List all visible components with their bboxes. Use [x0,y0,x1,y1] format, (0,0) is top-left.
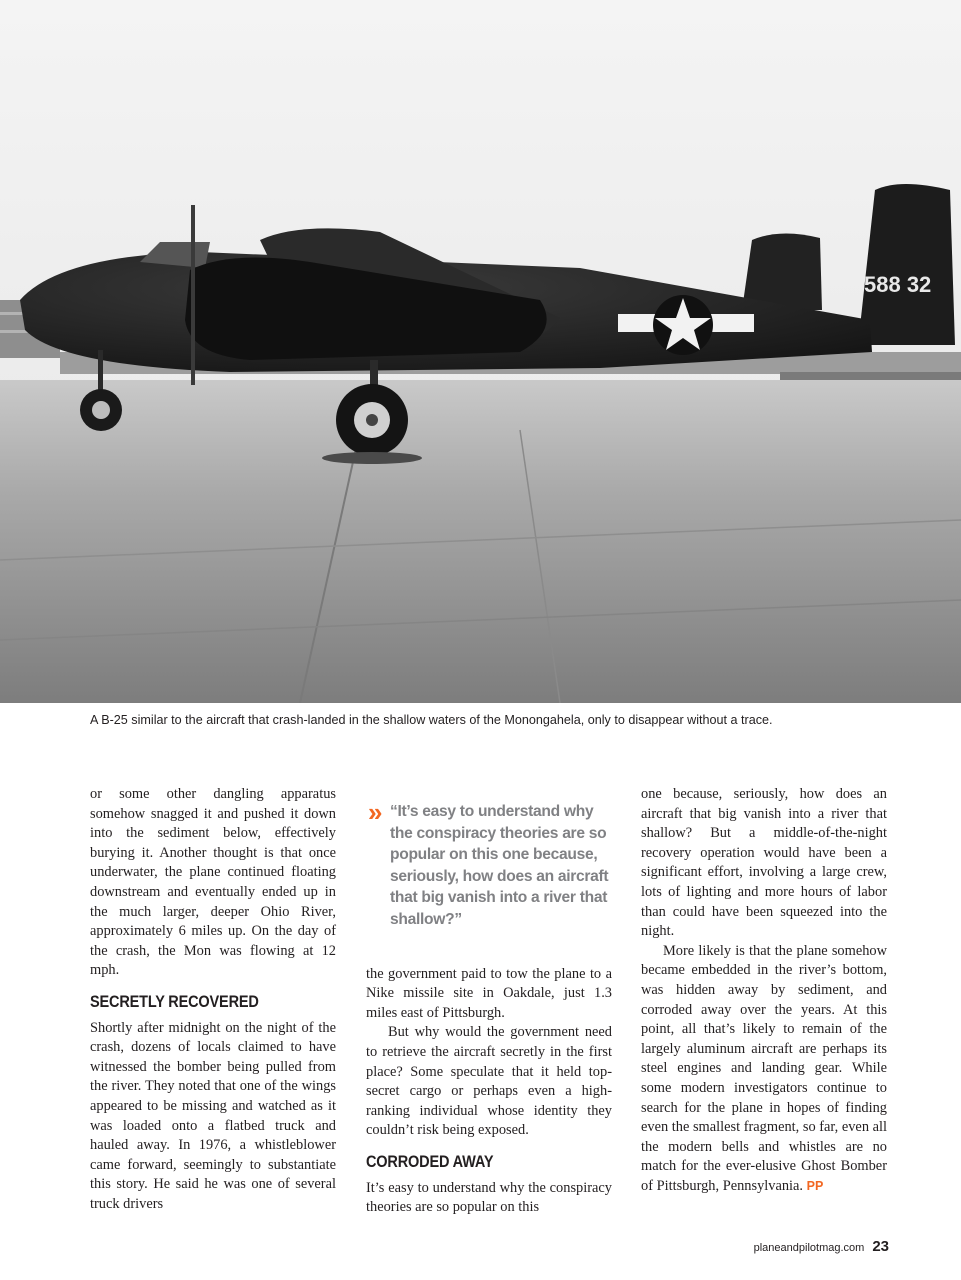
body-paragraph: or some other dangling apparatus somehow snagged it and pushed it down into the sediment below, effectively burying it. Another thought is that once underwater, the plane continued floating downstream and eventually ended up in the much larger, deeper Ohio River, approximately 6 miles up. On the day of the crash, the Mon was flowing at 12 mph. [90,786,336,979]
section-heading: CORRODED AWAY [366,1152,494,1171]
text-column-3 [641,785,887,1196]
body-paragraph: Shortly after midnight on the night of the crash, dozens of locals claimed to have witnessed the bomber being pulled from the river. They noted that one of the wings appeared to be missing and watched as it was loaded onto a flatbed truck and hauled away. In 1976, a whistleblower came forward, seemingly to substantiate this story. He said he was one of several truck drivers [90,1019,336,1212]
quote-mark-icon: » [368,797,379,827]
page-number: 23 [872,1238,889,1255]
photo-caption: A B-25 similar to the aircraft that crash-landed in the shallow waters of the Monongahela, only to disappear without a trace. [90,713,773,727]
text-column-1 [90,785,336,1214]
body-paragraph: one because, seriously, how does an aircraft that big vanish into a river that shallow? But a middle-of-the-night recovery operation would have been a significant effort, involving a large crew, lots of lighting and more hours of labor than could have been squeezed into the night. [641,786,887,940]
body-paragraph-final [641,942,887,1197]
end-mark: PP [806,1178,824,1193]
body-paragraph: the government paid to tow the plane to a Nike missile site in Oakdale, just 1.3 miles east of Pittsburgh. [366,965,612,1021]
tail-number: 588 32 [864,272,932,297]
pull-quote-text: “It’s easy to understand why the conspiracy theories are so popular on this one because, seriously, how does an aircraft that big vanish into a river that shallow?” [390,803,609,928]
site-url: planeandpilotmag.com [753,1242,865,1254]
page-footer [754,1238,889,1255]
body-paragraph: It’s easy to understand why the conspiracy theories are so popular on this [366,1179,612,1216]
pull-quote [366,797,612,931]
text-column-2 [366,785,612,1218]
closing-text: More likely is that the plane somehow became embedded in the river’s bottom, was hidden away by sediment, and corroded away over the years. At this point, all that’s likely to remain of the largely aluminum aircraft are perhaps its steel engines and landing gear. While some modern investigators continue to search for the plane in hopes of finding even the smallest fragment, so far, even all the modern bells and whistles are no match for the ever-elusive Ghost Bomber of Pittsburgh, Pennsylvania. [641,942,887,1194]
section-heading: SECRETLY RECOVERED [90,992,259,1011]
body-paragraph: But why would the government need to retrieve the aircraft secretly in the first place? Some speculate that it held top-secret cargo or perhaps even a high-ranking individual whose identity they couldn’t risk being exposed. [366,1024,612,1139]
